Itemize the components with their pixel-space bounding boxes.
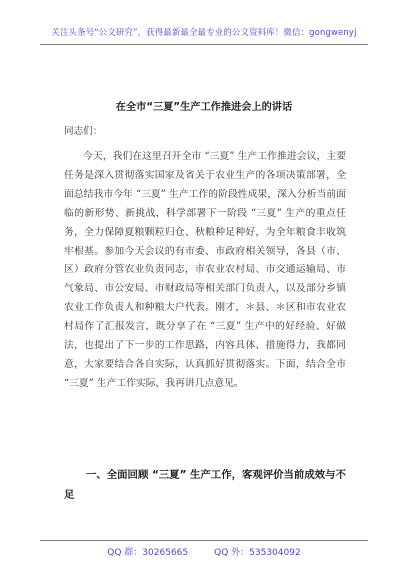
section-heading: 一、全面回顾 “三夏” 生产工作，客观评价当前成效与不足 bbox=[64, 469, 346, 501]
header-banner: 关注头条号“公文研究”，获得最新最全最专业的公文资料库！微信：gongwenyj bbox=[51, 27, 357, 37]
greeting: 同志们： bbox=[64, 126, 103, 137]
footer-qq-external: QQ 外：535304092 bbox=[214, 548, 301, 558]
footer-qq-group: QQ 群：30265665 bbox=[107, 548, 189, 558]
document-title: 在全市“三夏”生产工作推进会上的讲话 bbox=[115, 102, 293, 113]
footer bbox=[0, 545, 408, 558]
header-divider bbox=[40, 44, 368, 45]
footer-divider bbox=[40, 540, 368, 541]
body-paragraph: 今天，我们在这里召开全市 “三夏” 生产工作推进会议，主要任务是深入贯彻落实国家及省关于农业生产的各项决策部署，全面总结我市今年 “三夏” 生产工作的阶段性成果，深入分析当前面临的新形势、新挑战，科学部署下一阶段 “三夏” 生产的重点任务，全力保障夏粮颗粒归仓、秋粮种足种好，为全年粮食丰收筑牢根基。参加今天会议的有市委、市政府相关领导，各县（市、区）政府分管农业负责同志，市农业农村局、市交通运输局、市气象局、市公安局、市财政局等相关部门负责人，以及部分乡镇农业工作负责人和种粮大户代表。刚才，＊县、＊区和市农业农村局作了汇报发言，既分享了在 “三夏” 生产中的好经验、好做法，也提出了下一步的工作思路，内容具体、措施得力，我都同意，大家要结合各自实际，认真抓好贯彻落实。下面，结合全市 “三夏” 生产工作实际，我再讲几点意见。 bbox=[64, 151, 346, 389]
